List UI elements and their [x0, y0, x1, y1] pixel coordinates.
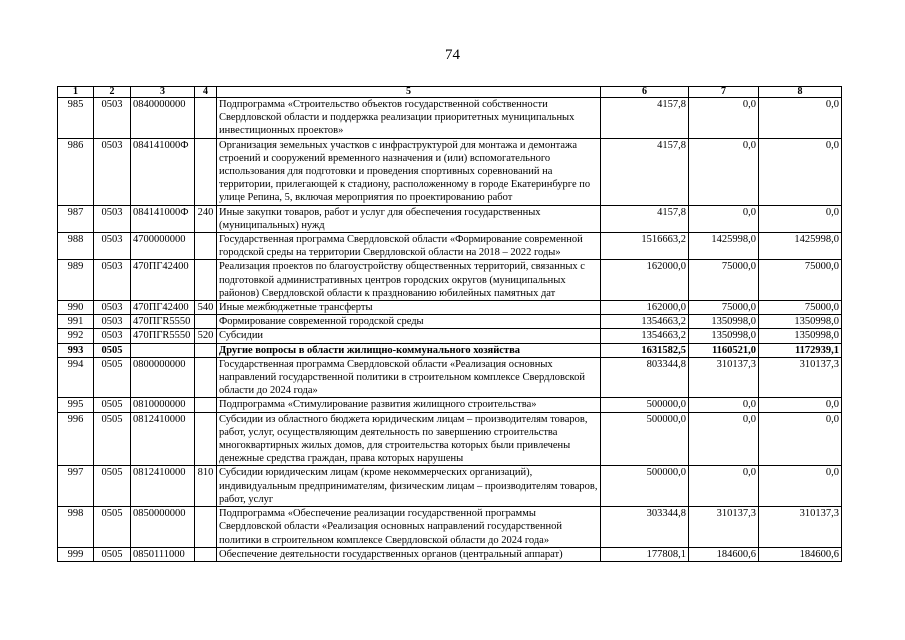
target-article-cell: 4700000000 [131, 233, 195, 260]
amount-col6-cell: 303344,8 [601, 507, 689, 548]
amount-col7-cell: 0,0 [689, 98, 759, 139]
column-header: 6 [601, 87, 689, 98]
row-number-cell: 994 [58, 357, 94, 398]
amount-col7-cell: 75000,0 [689, 301, 759, 315]
expense-type-cell [195, 398, 217, 412]
column-header: 5 [217, 87, 601, 98]
section-code-cell: 0503 [94, 260, 131, 301]
section-code-cell: 0505 [94, 343, 131, 357]
table-row [58, 301, 842, 315]
section-code-cell: 0503 [94, 138, 131, 205]
table-row [58, 466, 842, 507]
amount-col8-cell: 75000,0 [759, 301, 842, 315]
table-row [58, 138, 842, 205]
section-code-cell: 0505 [94, 507, 131, 548]
target-article-cell: 0812410000 [131, 466, 195, 507]
expense-type-cell [195, 260, 217, 301]
row-number-cell: 987 [58, 205, 94, 232]
section-code-cell: 0505 [94, 466, 131, 507]
amount-col8-cell: 0,0 [759, 98, 842, 139]
amount-col6-cell: 1354663,2 [601, 329, 689, 343]
amount-col7-cell: 1350998,0 [689, 315, 759, 329]
item-name-cell: Формирование современной городской среды [217, 315, 601, 329]
amount-col6-cell: 1354663,2 [601, 315, 689, 329]
amount-col7-cell: 1425998,0 [689, 233, 759, 260]
row-number-cell: 993 [58, 343, 94, 357]
amount-col8-cell: 1350998,0 [759, 315, 842, 329]
amount-col7-cell: 310137,3 [689, 507, 759, 548]
row-number-cell: 995 [58, 398, 94, 412]
expense-type-cell [195, 547, 217, 561]
row-number-cell: 999 [58, 547, 94, 561]
table-row [58, 205, 842, 232]
expense-type-cell: 540 [195, 301, 217, 315]
table-row [58, 547, 842, 561]
amount-col6-cell: 4157,8 [601, 138, 689, 205]
row-number-cell: 989 [58, 260, 94, 301]
amount-col7-cell: 0,0 [689, 412, 759, 466]
section-code-cell: 0503 [94, 205, 131, 232]
table-row [58, 315, 842, 329]
target-article-cell: 0812410000 [131, 412, 195, 466]
amount-col8-cell: 0,0 [759, 466, 842, 507]
row-number-cell: 991 [58, 315, 94, 329]
section-code-cell: 0505 [94, 398, 131, 412]
item-name-cell: Реализация проектов по благоустройству общественных территорий, связанных с подготовкой административных центров городских округов (муниципальных районов) Свердловской области к празднованию юбилейных памятных дат [217, 260, 601, 301]
amount-col7-cell: 310137,3 [689, 357, 759, 398]
target-article-cell: 470ПГR5550 [131, 315, 195, 329]
amount-col6-cell: 4157,8 [601, 98, 689, 139]
amount-col8-cell: 0,0 [759, 138, 842, 205]
page-number: 74 [445, 47, 460, 63]
target-article-cell [131, 343, 195, 357]
amount-col7-cell: 0,0 [689, 398, 759, 412]
column-header: 8 [759, 87, 842, 98]
target-article-cell: 0810000000 [131, 398, 195, 412]
amount-col8-cell: 1425998,0 [759, 233, 842, 260]
amount-col6-cell: 1631582,5 [601, 343, 689, 357]
column-header: 3 [131, 87, 195, 98]
expense-type-cell [195, 138, 217, 205]
row-number-cell: 986 [58, 138, 94, 205]
target-article-cell: 0850111000 [131, 547, 195, 561]
target-article-cell: 0850000000 [131, 507, 195, 548]
row-number-cell: 992 [58, 329, 94, 343]
target-article-cell: 084141000Ф [131, 205, 195, 232]
amount-col7-cell: 1350998,0 [689, 329, 759, 343]
target-article-cell: 470ПГ42400 [131, 260, 195, 301]
table-header-row [58, 87, 842, 98]
row-number-cell: 997 [58, 466, 94, 507]
target-article-cell: 084141000Ф [131, 138, 195, 205]
table-row [58, 98, 842, 139]
item-name-cell: Субсидии [217, 329, 601, 343]
amount-col8-cell: 1172939,1 [759, 343, 842, 357]
amount-col6-cell: 803344,8 [601, 357, 689, 398]
amount-col7-cell: 0,0 [689, 205, 759, 232]
expense-type-cell: 520 [195, 329, 217, 343]
section-code-cell: 0503 [94, 315, 131, 329]
expense-type-cell: 240 [195, 205, 217, 232]
item-name-cell: Государственная программа Свердловской области «Реализация основных направлений государственной политики в строительном комплексе Свердловской области до 2024 года» [217, 357, 601, 398]
amount-col6-cell: 500000,0 [601, 466, 689, 507]
amount-col8-cell: 75000,0 [759, 260, 842, 301]
table-row [58, 398, 842, 412]
column-header: 1 [58, 87, 94, 98]
expense-type-cell: 810 [195, 466, 217, 507]
item-name-cell: Другие вопросы в области жилищно-коммунального хозяйства [217, 343, 601, 357]
amount-col6-cell: 162000,0 [601, 260, 689, 301]
amount-col7-cell: 184600,6 [689, 547, 759, 561]
row-number-cell: 988 [58, 233, 94, 260]
table-row [58, 412, 842, 466]
amount-col8-cell: 0,0 [759, 205, 842, 232]
section-code-cell: 0503 [94, 329, 131, 343]
table-row [58, 357, 842, 398]
section-code-cell: 0503 [94, 98, 131, 139]
amount-col8-cell: 310137,3 [759, 357, 842, 398]
item-name-cell: Субсидии из областного бюджета юридическим лицам – производителям товаров, работ, услуг, осуществляющим деятельность по завершению строительства многоквартирных жилых домов, для строительства которых были привлечены денежные средства граждан, права которых нарушены [217, 412, 601, 466]
budget-table [57, 86, 842, 562]
amount-col7-cell: 0,0 [689, 466, 759, 507]
amount-col8-cell: 310137,3 [759, 507, 842, 548]
item-name-cell: Подпрограмма «Стимулирование развития жилищного строительства» [217, 398, 601, 412]
amount-col7-cell: 1160521,0 [689, 343, 759, 357]
item-name-cell: Подпрограмма «Обеспечение реализации государственной программы Свердловской области «Реализация основных направлений государственной политики в строительном комплексе Свердловской области до 2024 года» [217, 507, 601, 548]
amount-col8-cell: 0,0 [759, 412, 842, 466]
amount-col7-cell: 0,0 [689, 138, 759, 205]
table-row [58, 260, 842, 301]
amount-col8-cell: 0,0 [759, 398, 842, 412]
row-number-cell: 996 [58, 412, 94, 466]
expense-type-cell [195, 315, 217, 329]
row-number-cell: 998 [58, 507, 94, 548]
amount-col6-cell: 1516663,2 [601, 233, 689, 260]
table-row [58, 233, 842, 260]
target-article-cell: 0840000000 [131, 98, 195, 139]
table-body [58, 98, 842, 562]
section-code-cell: 0505 [94, 412, 131, 466]
expense-type-cell [195, 357, 217, 398]
section-code-cell: 0503 [94, 301, 131, 315]
row-number-cell: 990 [58, 301, 94, 315]
item-name-cell: Иные закупки товаров, работ и услуг для обеспечения государственных (муниципальных) нужд [217, 205, 601, 232]
target-article-cell: 0800000000 [131, 357, 195, 398]
amount-col6-cell: 500000,0 [601, 412, 689, 466]
amount-col6-cell: 162000,0 [601, 301, 689, 315]
column-header: 2 [94, 87, 131, 98]
item-name-cell: Обеспечение деятельности государственных органов (центральный аппарат) [217, 547, 601, 561]
item-name-cell: Государственная программа Свердловской области «Формирование современной городской среды на территории Свердловской области на 2018 – 2022 годы» [217, 233, 601, 260]
expense-type-cell [195, 98, 217, 139]
table-row [58, 329, 842, 343]
item-name-cell: Иные межбюджетные трансферты [217, 301, 601, 315]
amount-col8-cell: 184600,6 [759, 547, 842, 561]
target-article-cell: 470ПГR5550 [131, 329, 195, 343]
expense-type-cell [195, 412, 217, 466]
column-header: 7 [689, 87, 759, 98]
section-code-cell: 0503 [94, 233, 131, 260]
item-name-cell: Подпрограмма «Строительство объектов государственной собственности Свердловской области и поддержка реализации приоритетных муниципальных инвестиционных проектов» [217, 98, 601, 139]
item-name-cell: Субсидии юридическим лицам (кроме некоммерческих организаций), индивидуальным предпринимателям, физическим лицам – производителям товаров, работ, услуг [217, 466, 601, 507]
expense-type-cell [195, 507, 217, 548]
amount-col6-cell: 177808,1 [601, 547, 689, 561]
amount-col7-cell: 75000,0 [689, 260, 759, 301]
table-row [58, 507, 842, 548]
expense-type-cell [195, 343, 217, 357]
amount-col8-cell: 1350998,0 [759, 329, 842, 343]
section-code-cell: 0505 [94, 357, 131, 398]
section-code-cell: 0505 [94, 547, 131, 561]
amount-col6-cell: 500000,0 [601, 398, 689, 412]
table-row [58, 343, 842, 357]
item-name-cell: Организация земельных участков с инфраструктурой для монтажа и демонтажа строений и сооружений временного назначения и (или) вспомогательного использования для подготовки и проведения спортивных соревнований на территории, прилегающей к стадиону, расположенному в городе Екатеринбурге по улице Репина, 5, включая мероприятия по проектированию работ [217, 138, 601, 205]
expense-type-cell [195, 233, 217, 260]
column-header: 4 [195, 87, 217, 98]
row-number-cell: 985 [58, 98, 94, 139]
target-article-cell: 470ПГ42400 [131, 301, 195, 315]
amount-col6-cell: 4157,8 [601, 205, 689, 232]
